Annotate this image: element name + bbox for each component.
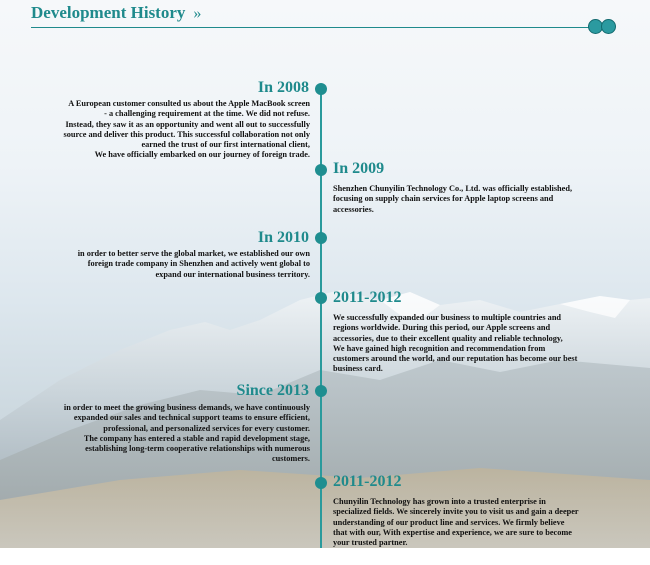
description-line: focusing on supply chain services for Apple laptop screens and bbox=[333, 194, 554, 204]
timeline-year: 2011-2012 bbox=[333, 289, 402, 306]
description-line: We have officially embarked on our journey of foreign trade. bbox=[94, 150, 310, 160]
description-line: business card. bbox=[333, 364, 383, 374]
description-line: Shenzhen Chunyilin Technology Co., Ltd. was officially established, bbox=[333, 184, 573, 193]
description-line: in order to meet the growing business demands, we have continuously bbox=[63, 403, 310, 412]
double-chevron-right-icon: » bbox=[193, 5, 202, 22]
section-title bbox=[31, 3, 201, 22]
description-line: Instead, they saw it as an opportunity and went all out to successfully bbox=[65, 119, 310, 129]
description-line: expand our international business territory. bbox=[155, 269, 310, 279]
timeline-description bbox=[20, 249, 310, 280]
description-line: We successfully expanded our business to multiple countries and bbox=[333, 313, 562, 322]
description-line: establishing long-term cooperative relationships with numerous bbox=[85, 444, 310, 454]
description-line: that with our, With expertise and experience, we are sure to become bbox=[333, 527, 572, 537]
description-line: accessories, due to their excellent quality and reliable technology, bbox=[333, 333, 563, 343]
header-divider bbox=[31, 27, 591, 28]
timeline-description bbox=[333, 184, 608, 215]
description-line: Chunyilin Technology has grown into a trusted enterprise in bbox=[333, 497, 546, 506]
timeline-description bbox=[333, 497, 608, 548]
section-title-text: Development History bbox=[31, 3, 186, 22]
description-line: foreign trade company in Shenzhen and actively went global to bbox=[87, 259, 310, 269]
description-line: specialized fields. We sincerely invite you to visit us and gain a deeper bbox=[333, 507, 579, 517]
header-dots-icon bbox=[588, 19, 618, 35]
timeline-node bbox=[315, 385, 327, 397]
description-line: earned the trust of our first international client, bbox=[141, 140, 310, 150]
dot-decoration bbox=[601, 19, 616, 34]
timeline-year: In 2010 bbox=[257, 229, 309, 246]
timeline-node bbox=[315, 292, 327, 304]
timeline-year: Since 2013 bbox=[236, 382, 309, 399]
description-line: customers around the world, and our reputation has become our best bbox=[333, 354, 578, 364]
description-line: A European customer consulted us about the Apple MacBook screen bbox=[68, 99, 310, 108]
section-header bbox=[31, 3, 201, 23]
description-line: source and deliver this product. This successful collaboration not only bbox=[63, 129, 310, 139]
description-line: customers. bbox=[271, 454, 310, 464]
description-line: your trusted partner. bbox=[333, 538, 408, 548]
description-line: We have gained high recognition and recommendation from bbox=[333, 343, 546, 353]
timeline-description bbox=[10, 403, 310, 465]
timeline-year: In 2009 bbox=[333, 160, 385, 177]
timeline-year: 2011-2012 bbox=[333, 473, 402, 490]
description-line: in order to better serve the global market, we established our own bbox=[77, 249, 310, 258]
timeline-node bbox=[315, 477, 327, 489]
timeline-node bbox=[315, 83, 327, 95]
description-line: The company has entered a stable and rapid development stage, bbox=[83, 433, 310, 443]
description-line: - a challenging requirement at the time. We did not refuse. bbox=[104, 109, 310, 119]
description-line: regions worldwide. During this period, our Apple screens and bbox=[333, 323, 551, 333]
timeline-description bbox=[333, 313, 608, 375]
description-line: understanding of our product line and services. We firmly believe bbox=[333, 517, 565, 527]
timeline-year: In 2008 bbox=[257, 79, 309, 96]
timeline-node bbox=[315, 232, 327, 244]
timeline-node bbox=[315, 164, 327, 176]
timeline-description bbox=[20, 99, 310, 161]
description-line: accessories. bbox=[333, 204, 374, 214]
description-line: professional, and personalized services for every customer. bbox=[103, 423, 310, 433]
description-line: expanded our sales and technical support teams to ensure efficient, bbox=[73, 413, 310, 423]
